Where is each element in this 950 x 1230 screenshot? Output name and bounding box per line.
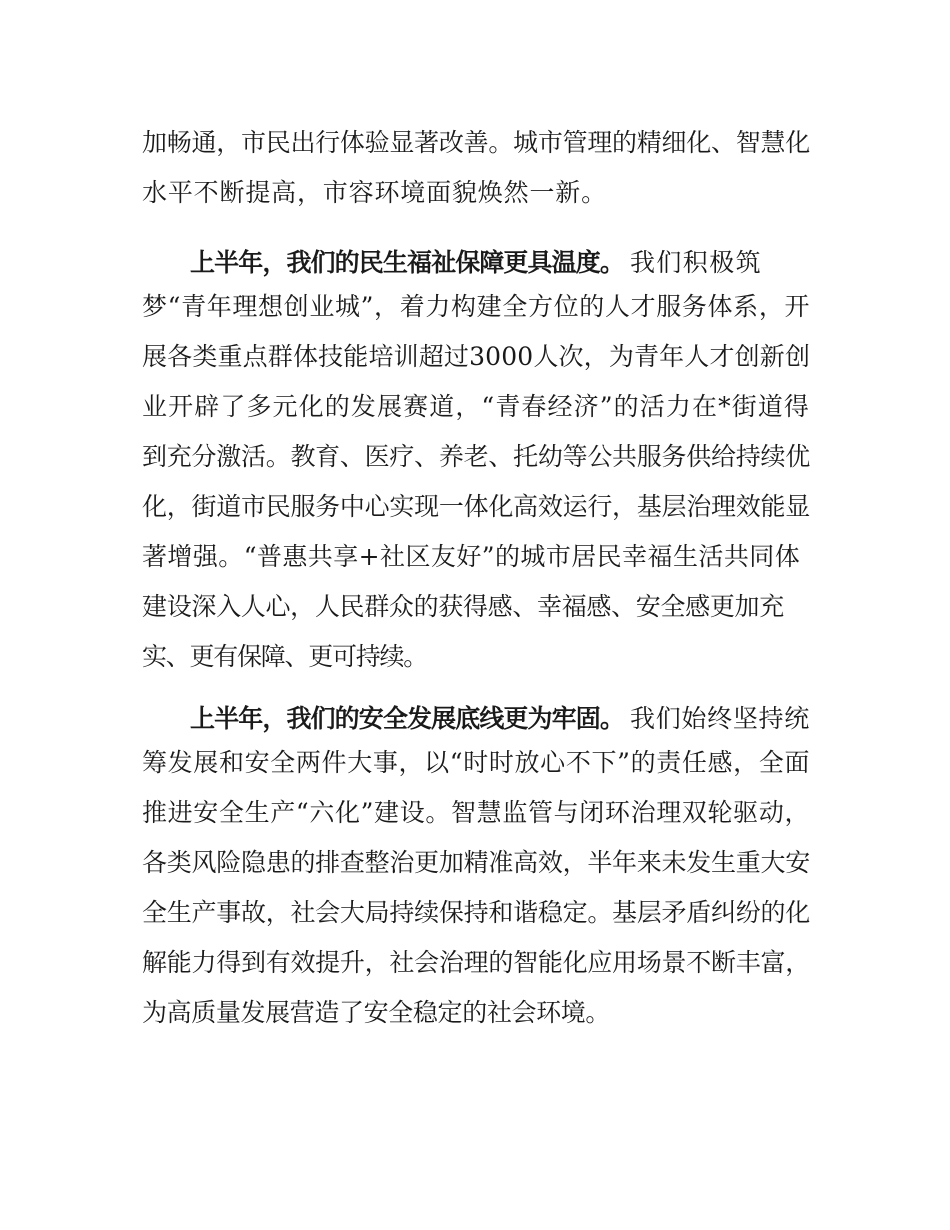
text-line (0, 697, 950, 741)
text-line (0, 585, 950, 629)
text-line (0, 121, 950, 165)
text-line (0, 285, 950, 329)
text-line (0, 991, 950, 1035)
text-line (0, 535, 950, 579)
text-line (0, 335, 950, 379)
text-line (0, 485, 950, 529)
paragraph-lead-heading: 上半年，我们的民生福祉保障更具温度。 (190, 248, 624, 277)
line-text: 我们积极筑 (630, 248, 763, 277)
text-line (0, 841, 950, 885)
line-text: 业开辟了多元化的发展赛道，“青春经济”的活力在*街道得 (142, 392, 811, 421)
line-text: 各类风险隐患的排查整治更加精准高效，半年来未发生重大安 (142, 848, 810, 877)
text-line (0, 635, 950, 679)
line-text: 展各类重点群体技能培训超过3000人次，为青年人才创新创 (142, 342, 811, 371)
line-text: 加畅通，市民出行体验显著改善。城市管理的精细化、智慧化 (142, 128, 810, 157)
line-text: 化，街道市民服务中心实现一体化高效运行，基层治理效能显 (142, 492, 810, 521)
line-text: 水平不断提高，市容环境面貌焕然一新。 (142, 178, 607, 207)
line-text: 推进安全生产“六化”建设。智慧监管与闭环治理双轮驱动， (142, 798, 811, 827)
text-line (0, 891, 950, 935)
line-text: 解能力得到有效提升，社会治理的智能化应用场景不断丰富， (142, 948, 810, 977)
text-line (0, 741, 950, 785)
line-text: 到充分激活。教育、医疗、养老、托幼等公共服务供给持续优 (142, 442, 810, 471)
line-text: 梦“青年理想创业城”，着力构建全方位的人才服务体系，开 (142, 292, 811, 321)
text-line (0, 435, 950, 479)
line-text: 全生产事故，社会大局持续保持和谐稳定。基层矛盾纠纷的化 (142, 898, 810, 927)
line-text: 为高质量发展营造了安全稳定的社会环境。 (142, 998, 610, 1027)
line-text: 建设深入人心，人民群众的获得感、幸福感、安全感更加充 (142, 592, 784, 621)
text-line (0, 241, 950, 285)
text-line (0, 791, 950, 835)
text-line (0, 385, 950, 429)
paragraph-lead-heading: 上半年，我们的安全发展底线更为牢固。 (190, 704, 624, 733)
text-line (0, 941, 950, 985)
line-text: 筹发展和安全两件大事，以“时时放心不下”的责任感，全面 (142, 748, 811, 777)
line-text: 著增强。“普惠共享+社区友好”的城市居民幸福生活共同体 (142, 542, 801, 571)
text-line (0, 171, 950, 215)
line-text: 实、更有保障、更可持续。 (142, 642, 428, 671)
line-text: 我们始终坚持统 (630, 704, 810, 733)
